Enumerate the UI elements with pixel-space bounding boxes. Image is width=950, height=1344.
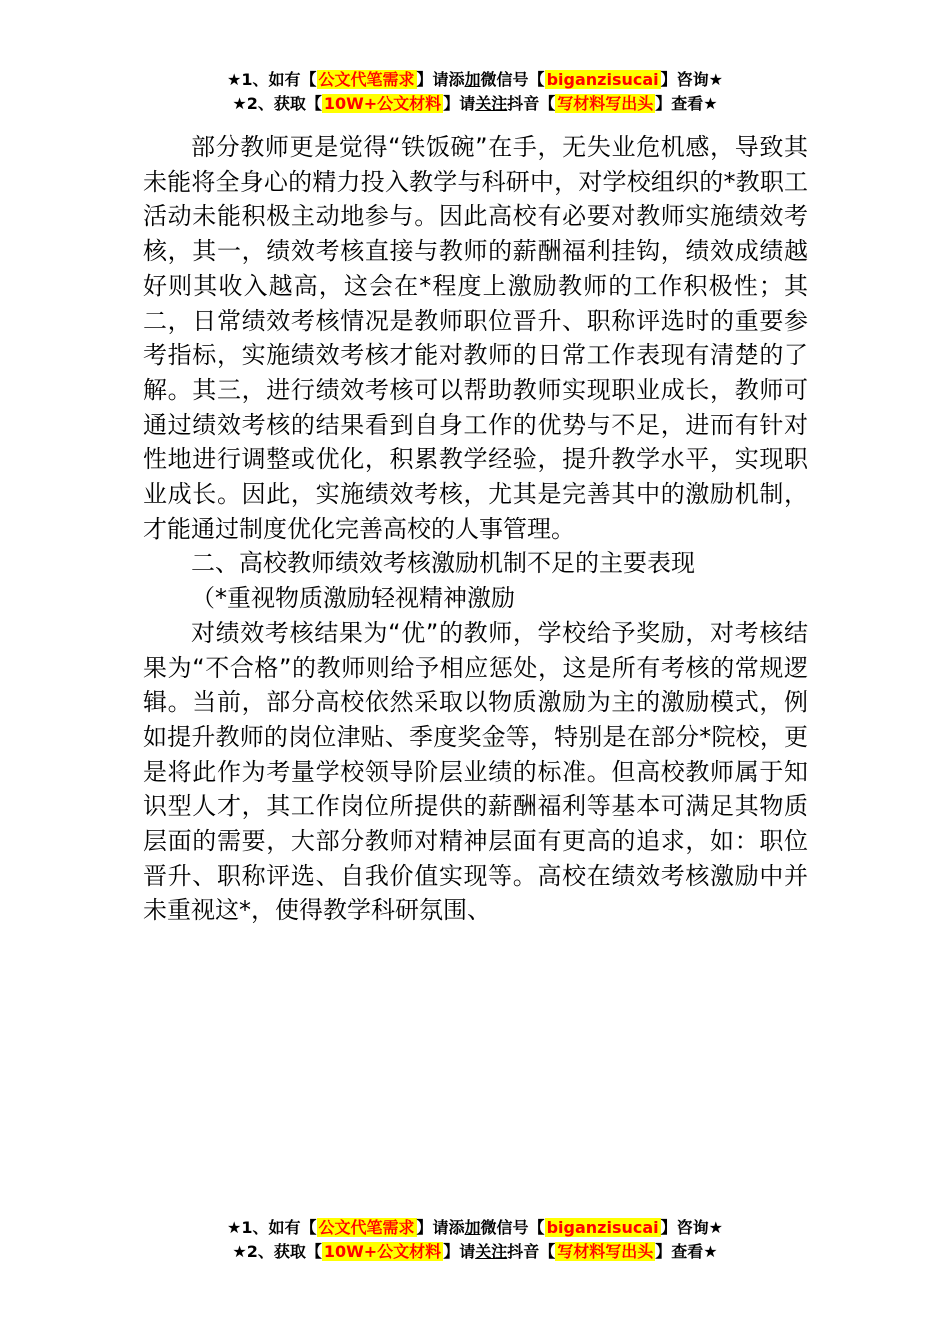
highlight-ghostwriting: 公文代笔需求: [318, 1218, 415, 1237]
banner-line-2: [0, 1240, 950, 1264]
highlight-douyin-account: 写材料写出头: [557, 1242, 654, 1261]
banner-line1-suffix: 】咨询★: [660, 1218, 723, 1237]
top-banner: [0, 68, 950, 116]
banner-line2-mid2: 抖音【: [507, 1242, 556, 1261]
banner-line1-underlined: 加: [464, 1218, 481, 1237]
banner-line-1: [0, 68, 950, 92]
highlight-materials: 10W+公文材料: [323, 94, 442, 113]
banner-line1-suffix: 】咨询★: [660, 70, 723, 89]
banner-line1-mid1: 】请添: [416, 70, 465, 89]
banner-line1-mid2: 微信号【: [480, 70, 545, 89]
highlight-wechat-id: biganzisucai: [546, 70, 659, 89]
banner-line2-prefix: ★2、获取【: [232, 94, 322, 113]
document-body: [143, 130, 808, 928]
banner-line2-suffix: 】查看★: [655, 1242, 718, 1261]
highlight-wechat-id: biganzisucai: [546, 1218, 659, 1237]
banner-line1-underlined: 加: [464, 70, 481, 89]
banner-line2-prefix: ★2、获取【: [232, 1242, 322, 1261]
banner-line1-mid2: 微信号【: [480, 1218, 545, 1237]
banner-line2-underlined: 关注: [475, 1242, 508, 1261]
banner-line2-underlined: 关注: [475, 94, 508, 113]
paragraph-2: 对绩效考核结果为“优”的教师，学校给予奖励，对考核结果为“不合格”的教师则给予相应惩处，这是所有考核的常规逻辑。当前，部分高校依然采取以物质激励为主的激励模式，例如提升教师的岗位津贴、季度奖金等，特别是在部分*院校，更是将此作为考量学校领导阶层业绩的标准。但高校教师属于知识型人才，其工作岗位所提供的薪酬福利等基本可满足其物质层面的需要，大部分教师对精神层面有更高的追求，如：职位晋升、职称评选、自我价值实现等。高校在绩效考核激励中并未重视这*，使得教学科研氛围、: [143, 618, 808, 925]
banner-line1-prefix: ★1、如有【: [227, 70, 317, 89]
banner-line1-prefix: ★1、如有【: [227, 1218, 317, 1237]
banner-line-1: [0, 1216, 950, 1240]
banner-line2-mid1: 】请: [443, 1242, 476, 1261]
banner-line1-mid1: 】请添: [416, 1218, 465, 1237]
banner-line2-mid2: 抖音【: [507, 94, 556, 113]
banner-line2-mid1: 】请: [443, 94, 476, 113]
highlight-douyin-account: 写材料写出头: [557, 94, 654, 113]
banner-line-2: [0, 92, 950, 116]
bottom-banner: [0, 1216, 950, 1264]
paragraph-1: 部分教师更是觉得“铁饭碗”在手，无失业危机感，导致其未能将全身心的精力投入教学与科研中，对学校组织的*教职工活动未能积极主动地参与。因此高校有必要对教师实施绩效考核，其一，绩效考核直接与教师的薪酬福利挂钩，绩效成绩越好则其收入越高，这会在*程度上激励教师的工作积极性；其二，日常绩效考核情况是教师职位晋升、职称评选时的重要参考指标，实施绩效考核才能对教师的日常工作表现有清楚的了解。其三，进行绩效考核可以帮助教师实现职业成长，教师可通过绩效考核的结果看到自身工作的优势与不足，进而有针对性地进行调整或优化，积累教学经验，提升教学水平，实现职业成长。因此，实施绩效考核，尤其是完善其中的激励机制，才能通过制度优化完善高校的人事管理。: [143, 133, 808, 543]
section-heading: 二、高校教师绩效考核激励机制不足的主要表现: [191, 549, 695, 578]
subsection-heading: （*重视物质激励轻视精神激励: [191, 584, 515, 613]
highlight-materials: 10W+公文材料: [323, 1242, 442, 1261]
banner-line2-suffix: 】查看★: [655, 94, 718, 113]
highlight-ghostwriting: 公文代笔需求: [318, 70, 415, 89]
